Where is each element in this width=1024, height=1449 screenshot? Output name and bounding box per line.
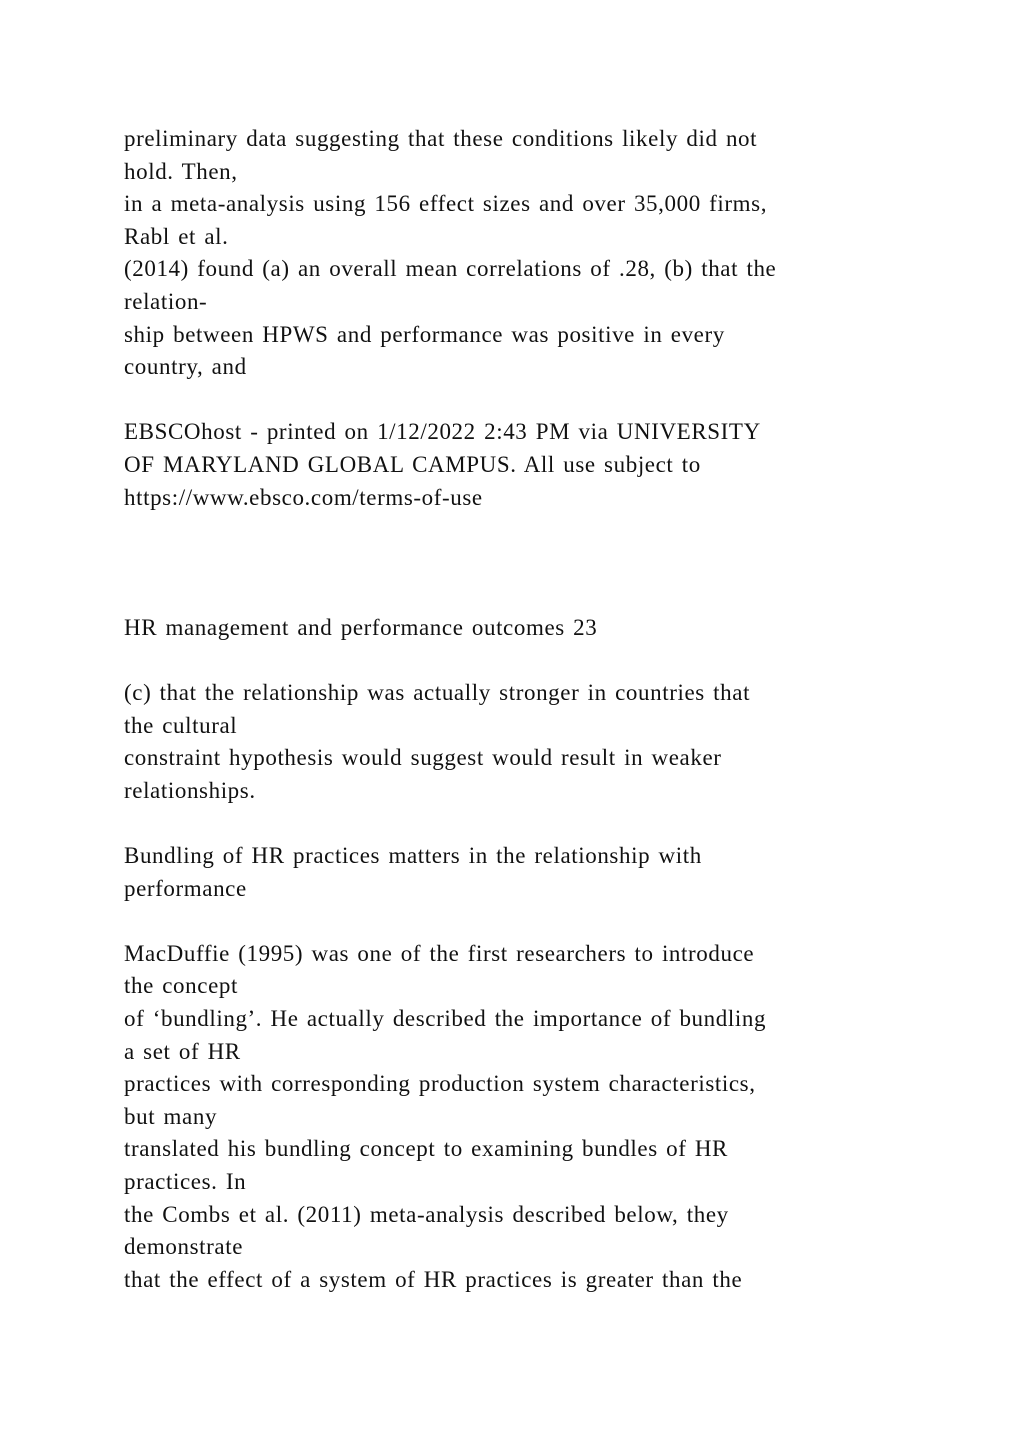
text-line: the cultural <box>124 712 238 738</box>
text-line: of ‘bundling’. He actually described the importance of bundling <box>124 1006 767 1032</box>
text-line: a set of HR <box>124 1038 241 1064</box>
footer-line: EBSCOhost - printed on 1/12/2022 2:43 PM via UNIVERSITY <box>124 419 761 445</box>
paragraph-macduffie <box>124 938 914 1297</box>
section-heading-bundling <box>124 840 914 905</box>
text-line: practices. In <box>124 1169 247 1195</box>
text-line: that the effect of a system of HR practices is greater than the <box>124 1266 743 1292</box>
spacer <box>124 645 914 678</box>
spacer <box>124 514 914 612</box>
heading-line: performance <box>124 875 247 901</box>
text-line: ship between HPWS and performance was positive in every <box>124 321 725 347</box>
heading-line: Bundling of HR practices matters in the relationship with <box>124 843 702 869</box>
ebsco-footer <box>124 416 914 514</box>
footer-line: OF MARYLAND GLOBAL CAMPUS. All use subject to <box>124 451 701 477</box>
text-line: constraint hypothesis would suggest would result in weaker <box>124 745 722 771</box>
text-line: demonstrate <box>124 1234 244 1260</box>
text-line: translated his bundling concept to examining bundles of HR <box>124 1136 728 1162</box>
paragraph-rabl-findings <box>124 123 914 384</box>
text-line: relation- <box>124 288 208 314</box>
document-page <box>124 123 914 1296</box>
text-line: MacDuffie (1995) was one of the first researchers to introduce <box>124 940 755 966</box>
spacer <box>124 384 914 417</box>
text-line: practices with corresponding production system characteristics, <box>124 1071 756 1097</box>
text-line: (2014) found (a) an overall mean correlations of .28, (b) that the <box>124 256 777 282</box>
text-line: relationships. <box>124 777 256 803</box>
text-line: in a meta-analysis using 156 effect sizes and over 35,000 firms, <box>124 191 768 217</box>
text-line: the concept <box>124 973 238 999</box>
running-header: HR management and performance outcomes 23 <box>124 614 598 640</box>
text-line: the Combs et al. (2011) meta-analysis described below, they <box>124 1201 729 1227</box>
text-line: Rabl et al. <box>124 223 229 249</box>
text-line: (c) that the relationship was actually stronger in countries that <box>124 680 751 706</box>
paragraph-relationship-stronger <box>124 677 914 807</box>
spacer <box>124 807 914 840</box>
text-line: hold. Then, <box>124 158 238 184</box>
footer-terms-link[interactable]: https://www.ebsco.com/terms-of-use <box>124 484 483 510</box>
text-line: preliminary data suggesting that these conditions likely did not <box>124 126 758 151</box>
text-line: but many <box>124 1103 218 1129</box>
text-line: country, and <box>124 354 247 380</box>
spacer <box>124 905 914 938</box>
